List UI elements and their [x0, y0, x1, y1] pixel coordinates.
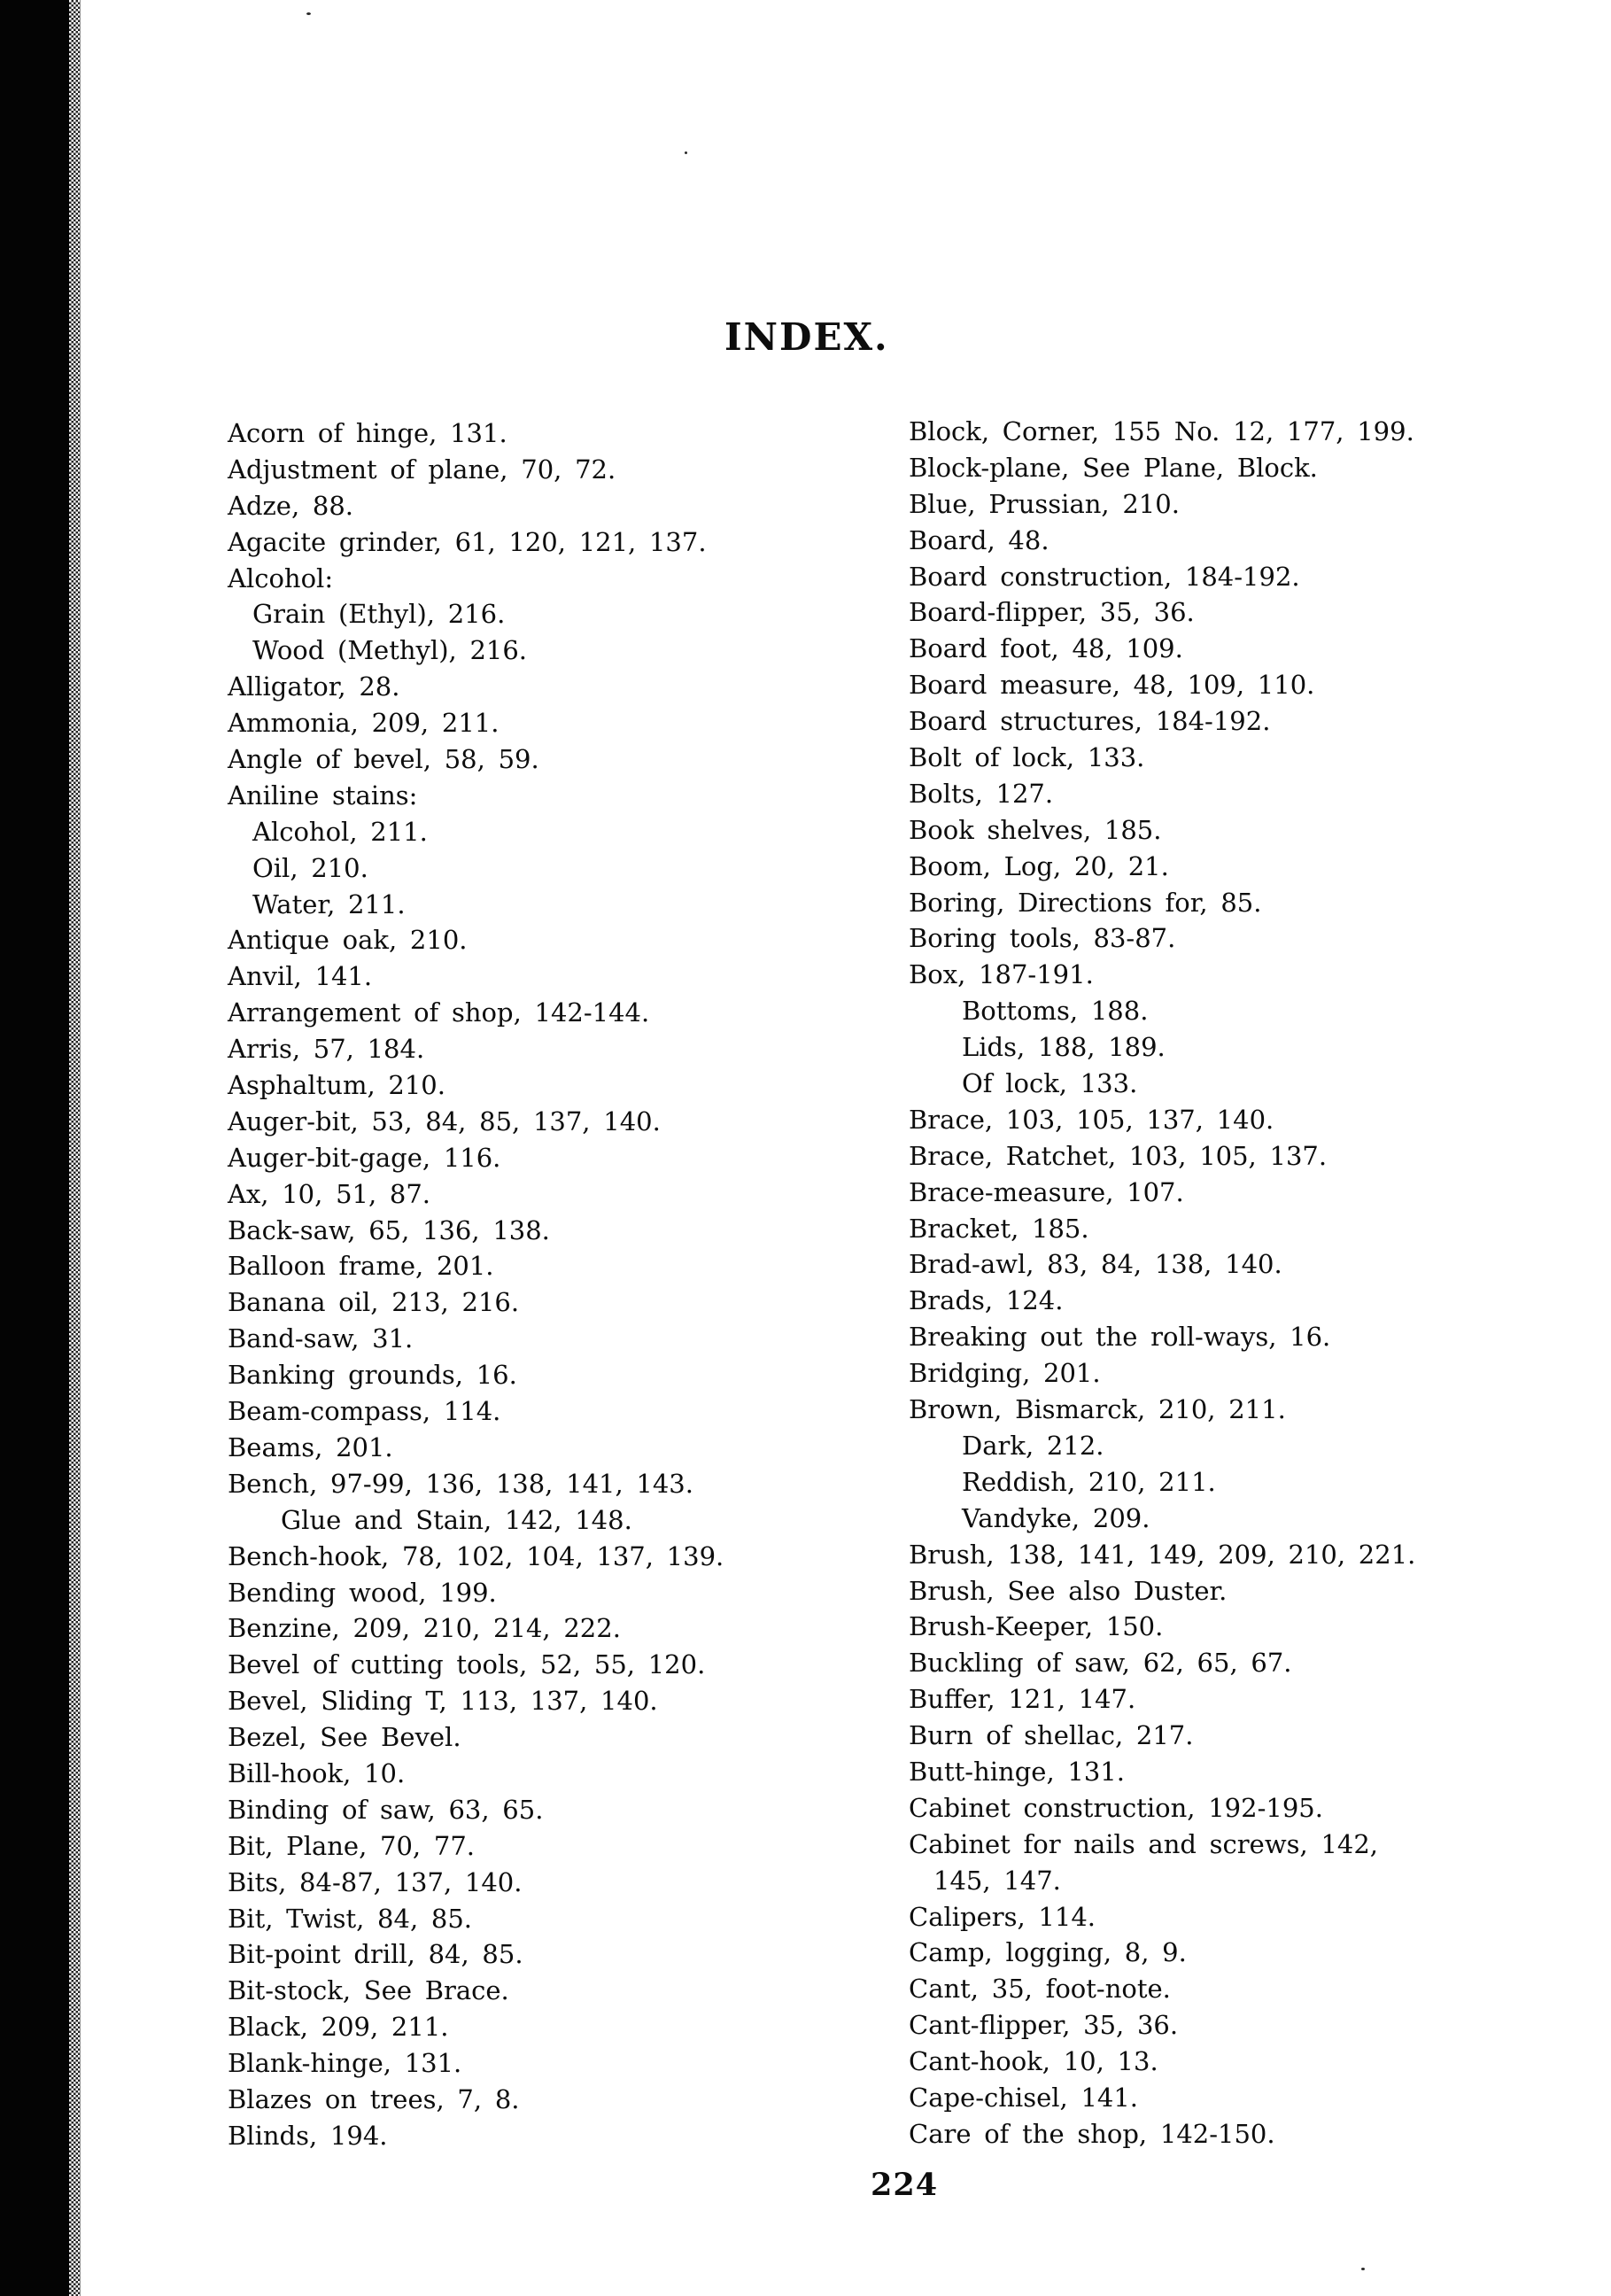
- index-entry: Antique oak, 210.: [228, 925, 468, 956]
- index-entry: Bits, 84-87, 137, 140.: [228, 1866, 523, 1897]
- index-entry: Brush, 138, 141, 149, 209, 210, 221.: [909, 1539, 1416, 1570]
- index-entry: Balloon frame, 201.: [228, 1251, 494, 1282]
- index-entry: Butt-hinge, 131.: [909, 1756, 1125, 1787]
- index-entry: Bolts, 127.: [909, 778, 1054, 809]
- index-entry: Bracket, 185.: [909, 1213, 1089, 1244]
- index-entry: Box, 187-191.: [909, 959, 1094, 990]
- index-entry: Anvil, 141.: [228, 961, 373, 992]
- index-entry: Brace-measure, 107.: [909, 1176, 1184, 1207]
- index-entry: Blinds, 194.: [228, 2120, 388, 2151]
- index-entry: Grain (Ethyl), 216.: [252, 599, 506, 630]
- index-entry: Auger-bit, 53, 84, 85, 137, 140.: [228, 1105, 661, 1136]
- index-entry: Bridging, 201.: [909, 1358, 1101, 1389]
- scan-speck: [306, 12, 311, 15]
- index-entry: Vandyke, 209.: [962, 1502, 1150, 1533]
- index-entry: Banking grounds, 16.: [228, 1360, 517, 1391]
- index-right-column: [909, 414, 1608, 2152]
- index-entry: Band-saw, 31.: [228, 1323, 414, 1354]
- index-entry: Auger-bit-gage, 116.: [228, 1142, 501, 1173]
- index-entry: Blue, Prussian, 210.: [909, 488, 1180, 519]
- index-entry: Alligator, 28.: [228, 671, 400, 702]
- index-entry: Bit-stock, See Brace.: [228, 1975, 509, 2006]
- index-entry: Of lock, 133.: [962, 1068, 1138, 1099]
- index-entry: Bending wood, 199.: [228, 1577, 497, 1608]
- index-entry: Adjustment of plane, 70, 72.: [228, 454, 616, 485]
- index-entry: Water, 211.: [252, 888, 406, 919]
- page-number: 224: [871, 2167, 939, 2203]
- index-entry: Wood (Methyl), 216.: [252, 635, 528, 666]
- index-entry: Reddish, 210, 211.: [962, 1466, 1216, 1497]
- index-entry: Benzine, 209, 210, 214, 222.: [228, 1613, 621, 1644]
- index-entry: Black, 209, 211.: [228, 2012, 449, 2043]
- index-entry: Calipers, 114.: [909, 1901, 1096, 1932]
- index-entry: Cape-chisel, 141.: [909, 2082, 1139, 2113]
- index-entry: Asphaltum, 210.: [228, 1070, 445, 1101]
- index-entry: Care of the shop, 142-150.: [909, 2118, 1275, 2149]
- index-entry: Cant-flipper, 35, 36.: [909, 2010, 1179, 2041]
- index-entry: Adze, 88.: [228, 490, 354, 521]
- index-entry: Blank-hinge, 131.: [228, 2048, 462, 2079]
- index-entry: Bolt of lock, 133.: [909, 742, 1145, 773]
- scan-speck: [685, 151, 687, 154]
- index-entry: Bit, Plane, 70, 77.: [228, 1830, 475, 1861]
- index-entry: Buffer, 121, 147.: [909, 1684, 1136, 1715]
- index-entry: Boring, Directions for, 85.: [909, 887, 1262, 918]
- scan-speck: [1361, 2268, 1365, 2270]
- index-entry: Arris, 57, 184.: [228, 1034, 425, 1065]
- index-entry: Cabinet construction, 192-195.: [909, 1792, 1323, 1823]
- index-entry: Bezel, See Bevel.: [228, 1722, 461, 1753]
- index-entry: Board-flipper, 35, 36.: [909, 597, 1195, 628]
- index-entry: Dark, 212.: [962, 1430, 1104, 1461]
- index-entry: Cabinet for nails and screws, 142,: [909, 1828, 1379, 1859]
- index-entry: Bench-hook, 78, 102, 104, 137, 139.: [228, 1540, 724, 1571]
- index-entry: Alcohol, 211.: [252, 816, 428, 847]
- index-entry: Aniline stains:: [228, 780, 418, 811]
- index-entry: Brad-awl, 83, 84, 138, 140.: [909, 1249, 1282, 1280]
- index-entry: Book shelves, 185.: [909, 814, 1162, 845]
- index-entry: Burn of shellac, 217.: [909, 1720, 1194, 1751]
- index-entry: Arrangement of shop, 142-144.: [228, 997, 650, 1028]
- index-entry: Brown, Bismarck, 210, 211.: [909, 1394, 1286, 1425]
- index-entry: Agacite grinder, 61, 120, 121, 137.: [228, 526, 707, 557]
- index-entry: Block-plane, See Plane, Block.: [909, 452, 1318, 483]
- index-entry: Brush, See also Duster.: [909, 1575, 1228, 1606]
- index-entry: Banana oil, 213, 216.: [228, 1287, 520, 1318]
- index-left-column: [228, 415, 905, 2154]
- index-entry: Bit-point drill, 84, 85.: [228, 1939, 523, 1970]
- index-entry: Brace, 103, 105, 137, 140.: [909, 1104, 1274, 1135]
- index-entry: Beams, 201.: [228, 1431, 393, 1462]
- index-entry: Breaking out the roll-ways, 16.: [909, 1322, 1331, 1353]
- index-entry: Brace, Ratchet, 103, 105, 137.: [909, 1140, 1328, 1171]
- index-entry: Brush-Keeper, 150.: [909, 1611, 1164, 1642]
- index-entry: Board foot, 48, 109.: [909, 633, 1183, 664]
- index-entry: Boom, Log, 20, 21.: [909, 850, 1169, 881]
- index-entry: Glue and Stain, 142, 148.: [281, 1504, 632, 1535]
- page-title: INDEX.: [724, 315, 889, 359]
- index-entry: Boring tools, 83-87.: [909, 923, 1176, 954]
- index-entry: Camp, logging, 8, 9.: [909, 1937, 1187, 1968]
- index-entry: Ammonia, 209, 211.: [228, 708, 500, 739]
- index-entry: Bit, Twist, 84, 85.: [228, 1903, 473, 1934]
- index-entry: Block, Corner, 155 No. 12, 177, 199.: [909, 416, 1414, 446]
- index-entry: Board measure, 48, 109, 110.: [909, 670, 1315, 701]
- index-entry: Beam-compass, 114.: [228, 1396, 501, 1427]
- index-entry: Bench, 97-99, 136, 138, 141, 143.: [228, 1468, 693, 1499]
- index-entry: Bottoms, 188.: [962, 996, 1149, 1027]
- index-entry: Board, 48.: [909, 524, 1049, 555]
- index-entry: Acorn of hinge, 131.: [228, 418, 507, 448]
- index-entry: Cant, 35, foot-note.: [909, 1974, 1171, 2005]
- index-entry: Bill-hook, 10.: [228, 1757, 406, 1788]
- index-entry: Board structures, 184-192.: [909, 706, 1271, 737]
- index-entry: Cant-hook, 10, 13.: [909, 2046, 1158, 2077]
- index-entry: Binding of saw, 63, 65.: [228, 1794, 544, 1825]
- index-entry: Blazes on trees, 7, 8.: [228, 2083, 520, 2114]
- index-entry: Bevel, Sliding T, 113, 137, 140.: [228, 1686, 658, 1717]
- index-entry: 145, 147.: [933, 1865, 1061, 1896]
- index-entry: Back-saw, 65, 136, 138.: [228, 1214, 550, 1245]
- index-entry: Alcohol:: [228, 562, 334, 593]
- book-gutter-shadow: [0, 0, 69, 2296]
- index-entry: Bevel of cutting tools, 52, 55, 120.: [228, 1649, 706, 1680]
- index-entry: Ax, 10, 51, 87.: [228, 1178, 431, 1209]
- index-entry: Buckling of saw, 62, 65, 67.: [909, 1648, 1292, 1679]
- index-entry: Angle of bevel, 58, 59.: [228, 744, 539, 775]
- index-entry: Oil, 210.: [252, 852, 368, 883]
- book-gutter-edge: [69, 0, 81, 2296]
- index-entry: Brads, 124.: [909, 1285, 1064, 1316]
- index-entry: Board construction, 184-192.: [909, 561, 1300, 592]
- index-entry: Lids, 188, 189.: [962, 1032, 1166, 1063]
